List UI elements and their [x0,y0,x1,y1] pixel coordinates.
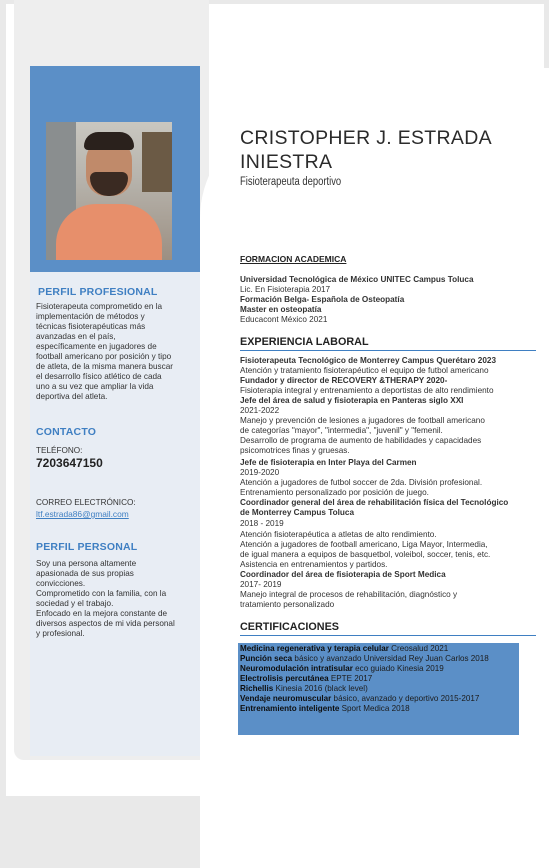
experiencia-divider [240,350,536,351]
experiencia-line: de Monterrey Campus Toluca [240,508,355,517]
cert-detail: Sport Medica 2018 [339,704,410,713]
perfil-personal-line: Enfocado en la mejora constante de [36,609,168,618]
experiencia-line: Jefe de fisioterapia en Inter Playa del Carmen [240,458,417,467]
candidate-role: Fisioterapeuta deportivo [240,176,342,188]
perfil-profesional-line: uno a su vez que ampliar la vida [36,382,154,391]
experiencia-line: 2018 - 2019 [240,519,284,528]
contacto-title: CONTACTO [36,426,97,438]
perfil-profesional-line: implementación de métodos y [36,312,145,321]
cert-item [240,684,368,693]
cert-name: Entrenamiento inteligente [240,704,340,713]
formacion-line: Educacont México 2021 [240,315,328,324]
cert-detail: eco guiado Kinesia 2019 [352,664,444,673]
name-line-1: CRISTOPHER J. ESTRADA [240,127,492,149]
perfil-profesional-line: avanzadas en el país, [36,332,116,341]
cert-detail: básico y avanzado Universidad Rey Juan Carlos 2018 [292,654,489,663]
experiencia-line: Coordinador del área de fisioterapia de Sport Medica [240,570,446,579]
perfil-personal-line: diversos aspectos de mi vida personal [36,619,175,628]
formacion-line: Master en osteopatía [240,305,322,314]
experiencia-line: Atención y tratamiento fisioterapéutico el equipo de futbol americano [240,366,489,375]
perfil-personal-line: sociedad y el trabajo. [36,599,114,608]
experiencia-line: Fisioterapeuta Tecnológico de Monterrey Campus Querétaro 2023 [240,356,497,365]
perfil-profesional-line: Fisioterapeuta comprometido en la [36,302,163,311]
experiencia-line: Desarrollo de programa de aumento de habilidades y capacidades [240,436,482,445]
perfil-profesional-line: de atleta, de la misma manera buscar [36,362,173,371]
cert-name: Electrolisis percutánea [240,674,329,683]
experiencia-line: 2021-2022 [240,406,280,415]
experiencia-line: Entrenamiento personalizado por posición de juego. [240,488,429,497]
perfil-personal-line: y profesional. [36,629,85,638]
experiencia-line: Atención fisioterapéutica a atletas de alto rendimiento. [240,530,437,539]
photo-hair [84,132,134,150]
photo-shirt [56,204,162,260]
cert-item [240,664,444,673]
cert-item [240,704,410,713]
experiencia-line: Fisioterapia integral y entrenamiento a deportistas de alto rendimiento [240,386,494,395]
experiencia-title: EXPERIENCIA LABORAL [240,336,369,348]
cert-item [240,644,448,653]
certificaciones-title: CERTIFICACIONES [240,621,339,633]
phone-label: TELÉFONO: [36,446,83,455]
cert-name: Vendaje neuromuscular [240,694,332,703]
experiencia-line: Coordinador general del área de rehabilitación física del Tecnológico [240,498,509,507]
perfil-personal-line: Comprometido con la familia, con la [36,589,167,598]
photo-frame [142,132,172,192]
cert-item [240,694,479,703]
perfil-personal-line: apasionada de sus propias [36,569,134,578]
name-line-2: INIESTRA [240,151,333,173]
email-link[interactable]: ltf.estrada86@gmail.com [36,509,129,519]
experiencia-line: Asistencia en entrenamientos y partidos. [240,560,388,569]
cert-name: Punción seca [240,654,293,663]
experiencia-line: 2017- 2019 [240,580,282,589]
perfil-personal-title: PERFIL PERSONAL [36,541,138,553]
experiencia-line: Manejo y prevención de lesiones a jugadores de football americano [240,416,485,425]
perfil-profesional-line: específicamente en jugadores de [36,342,157,351]
perfil-profesional-title: PERFIL PROFESIONAL [38,286,158,298]
cert-item [240,654,489,663]
perfil-personal-line: convicciones. [36,579,86,588]
email-label: CORREO ELECTRÓNICO: [36,498,136,507]
experiencia-line: 2019-2020 [240,468,280,477]
experiencia-line: Manejo integral de procesos de rehabilitación, diagnóstico y [240,590,458,599]
cert-name: Medicina regenerativa y terapia celular [240,644,389,653]
formacion-title: FORMACION ACADEMICA [240,254,347,264]
profile-photo [46,122,172,260]
experiencia-line: Atención a jugadores de football americano, Liga Mayor, Intermedia, [240,540,488,549]
experiencia-line: Jefe del área de salud y fisioterapia en Panteras siglo XXI [240,396,464,405]
cert-name: Richellis [240,684,274,693]
experiencia-line: de igual manera a equipos de basquetbol, voleibol, soccer, tenis, etc. [240,550,491,559]
cert-item [240,674,372,683]
experiencia-line: psicomotrices finas y gruesas. [240,446,350,455]
cert-detail: Creosalud 2021 [388,644,449,653]
experiencia-line: de categorías "mayor", "intermedia", "juvenil" y "femenil. [240,426,443,435]
perfil-profesional-line: deportiva del atleta. [36,392,108,401]
phone-number[interactable]: 7203647150 [36,456,103,470]
perfil-profesional-line: el desarrollo físico atlético de cada [36,372,162,381]
formacion-line: Universidad Tecnológica de México UNITEC Campus Toluca [240,275,474,284]
cert-detail: EPTE 2017 [328,674,373,683]
cert-detail: básico, avanzado y deportivo 2015-2017 [331,694,480,703]
experiencia-line: tratamiento personalizado [240,600,335,609]
candidate-name [240,126,492,174]
experiencia-line: Fundador y director de RECOVERY &THERAPY 2020- [240,376,448,385]
perfil-profesional-line: técnicas fisioterapéuticas más [36,322,146,331]
formacion-line: Formación Belga- Española de Osteopatía [240,295,405,304]
cert-name: Neuromodulación intratisular [240,664,353,673]
experiencia-line: Atención a jugadores de futbol soccer de 2da. División profesional. [240,478,483,487]
perfil-profesional-line: football americano por posición y tipo [36,352,172,361]
formacion-line: Lic. En Fisioterapia 2017 [240,285,331,294]
cert-detail: Kinesia 2016 (black level) [273,684,368,693]
certificaciones-divider [240,635,536,636]
perfil-personal-line: Soy una persona altamente [36,559,137,568]
